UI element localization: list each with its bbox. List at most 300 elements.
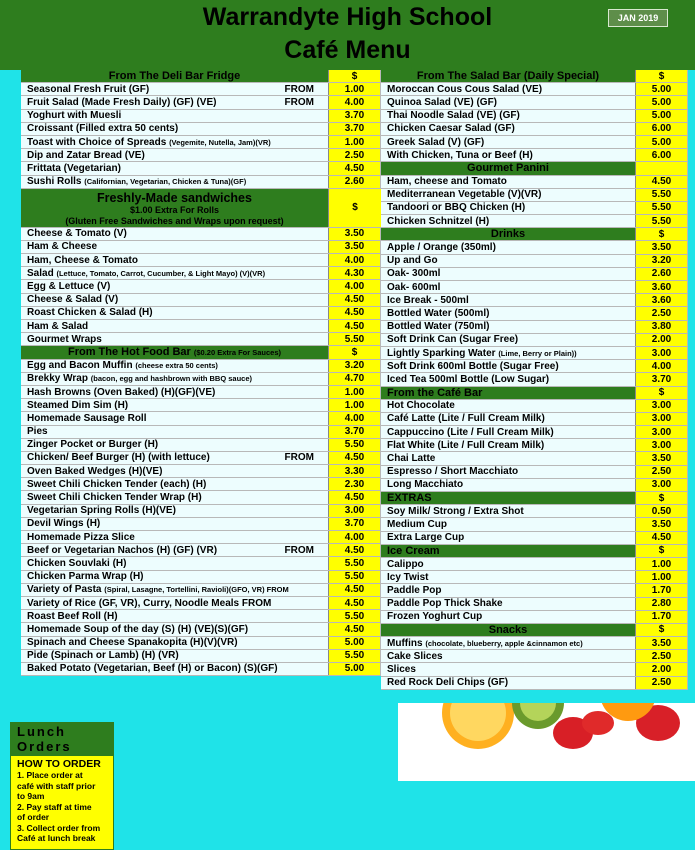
menu-item-label: Frozen Yoghurt Cup <box>387 611 483 623</box>
menu-item-label: Soft Drink Can (Sugar Free) <box>387 334 519 346</box>
menu-item <box>381 307 688 320</box>
menu-item-name <box>381 585 635 596</box>
section-header-text: Ice Cream <box>387 544 440 557</box>
menu-item-label: Frittata (Vegetarian) <box>27 162 121 174</box>
menu-item-label: Tandoori or BBQ Chicken (H) <box>387 202 526 214</box>
menu-item-price: 4.00 <box>328 412 380 424</box>
menu-item-price: 4.50 <box>635 176 687 188</box>
menu-item-label: Bottled Water (500ml) <box>387 307 490 319</box>
menu-item-name <box>21 650 328 661</box>
menu-item <box>21 650 381 663</box>
menu-item-price: 1.00 <box>328 83 380 95</box>
menu-item-label: Flat White (Lite / Full Cream Milk) <box>387 439 545 451</box>
menu-item <box>381 241 688 254</box>
sandwich-gf-note: (Gluten Free Sandwiches and Wraps upon request) <box>65 215 284 226</box>
menu-item-label: Café Latte (Lite / Full Cream Milk) <box>387 413 545 425</box>
menu-item <box>381 611 688 624</box>
menu-item <box>381 189 688 202</box>
how-to-order: HOW TO ORDER <box>17 758 101 770</box>
menu-item-name <box>21 241 328 252</box>
menu-item <box>381 650 688 663</box>
menu-item <box>381 677 688 690</box>
order-steps <box>11 770 113 844</box>
menu-item-label: Cheese & Salad (V) <box>27 294 119 306</box>
menu-item-price: 4.00 <box>328 280 380 292</box>
lunch-orders-title-line2: Orders <box>17 739 72 754</box>
menu-item-name <box>381 150 635 161</box>
menu-item <box>381 663 688 676</box>
menu-item-label: Oak- 300ml <box>387 268 441 280</box>
fruit-illustration <box>398 703 695 781</box>
menu-item-label: Cheese & Tomato (V) <box>27 228 127 240</box>
menu-item-price: 3.60 <box>635 294 687 306</box>
menu-item-name <box>381 479 635 490</box>
section-header-title <box>381 492 635 504</box>
menu-item-price: 4.30 <box>328 267 380 279</box>
section-header <box>381 228 688 241</box>
menu-item-price: 4.50 <box>328 491 380 503</box>
menu-item-from: FROM <box>284 544 314 556</box>
menu-item-label: Up and Go <box>387 255 438 267</box>
menu-item-name <box>21 176 328 187</box>
menu-item-name <box>381 321 635 332</box>
menu-item <box>21 360 381 373</box>
order-step: Café at lunch break <box>17 833 96 843</box>
menu-item-from: FROM <box>284 452 314 464</box>
menu-item-note: (Spiral, Lasagne, Tortellini, Ravioli)(GFO, VR) FROM <box>104 585 289 595</box>
menu-item <box>21 386 381 399</box>
section-header-price: $ <box>635 387 687 399</box>
menu-item-label: Paddle Pop Thick Shake <box>387 598 503 610</box>
menu-item <box>21 123 381 136</box>
lunch-orders-title-line1: Lunch <box>17 724 66 739</box>
menu-item-price: 3.20 <box>328 360 380 372</box>
menu-item-name <box>21 584 328 595</box>
menu-item-name <box>381 506 635 517</box>
menu-item-price: 3.50 <box>635 241 687 253</box>
menu-item-label: Fruit Salad (Made Fresh Daily) (GF) (VE) <box>27 96 217 108</box>
menu-item-name <box>381 282 635 293</box>
menu-item-price: 4.00 <box>328 531 380 543</box>
menu-item-name <box>21 400 328 411</box>
menu-item-price: 6.00 <box>635 123 687 135</box>
menu-item-name <box>21 307 328 318</box>
menu-item-price: 2.50 <box>635 677 687 689</box>
menu-item-name <box>21 387 328 398</box>
menu-item-price: 1.00 <box>328 386 380 398</box>
menu-item-label: Long Macchiato <box>387 479 464 491</box>
menu-item-name <box>21 611 328 622</box>
menu-item-label: Ham, Cheese & Tomato <box>27 254 138 266</box>
menu-item-price: 2.60 <box>328 176 380 188</box>
menu-item-price: 3.70 <box>328 123 380 135</box>
menu-item-name <box>21 334 328 345</box>
menu-item-label: Baked Potato (Vegetarian, Beef (H) or Bacon) (S)(GF) <box>27 663 278 675</box>
section-header-text: From The Hot Food Bar <box>67 346 191 359</box>
menu-item <box>381 518 688 531</box>
menu-item-label: Cake Slices <box>387 650 443 662</box>
menu-item <box>21 162 381 175</box>
section-header <box>381 545 688 558</box>
menu-item <box>381 598 688 611</box>
menu-item-name <box>381 466 635 477</box>
date-badge: JAN 2019 <box>608 9 668 27</box>
menu-item <box>381 334 688 347</box>
menu-item-label: Chicken Schnitzel (H) <box>387 215 490 227</box>
menu-item <box>21 557 381 570</box>
menu-item-name <box>21 637 328 648</box>
menu-item-price: 2.60 <box>635 268 687 280</box>
menu-item <box>21 637 381 650</box>
menu-item-price: 4.50 <box>328 307 380 319</box>
menu-item-price: 1.70 <box>635 611 687 623</box>
menu-item <box>381 637 688 650</box>
menu-item-name <box>21 360 328 371</box>
menu-item-name <box>381 189 635 200</box>
order-step: of order <box>17 812 50 822</box>
menu-item-name <box>21 518 328 529</box>
menu-item-label: Icy Twist <box>387 571 429 583</box>
menu-item-price: 3.00 <box>635 479 687 491</box>
menu-item <box>21 307 381 320</box>
menu-item-name <box>381 374 635 385</box>
section-header-price: $ <box>635 228 687 240</box>
menu-item-name <box>381 242 635 253</box>
menu-item-label: Red Rock Deli Chips (GF) <box>387 677 509 689</box>
menu-item-name <box>381 572 635 583</box>
menu-item-label: Hot Chocolate <box>387 400 455 412</box>
menu-item <box>381 123 688 136</box>
menu-item-price: 3.00 <box>635 347 687 359</box>
menu-item-price: 4.00 <box>328 96 380 108</box>
sandwich-title: Freshly-Made sandwiches <box>97 190 252 205</box>
menu-item <box>381 532 688 545</box>
menu-item-name <box>381 308 635 319</box>
menu-item-price: 2.00 <box>635 334 687 346</box>
menu-item-label: Variety of Rice (GF, VR), Curry, Noodle Meals FROM <box>27 597 272 609</box>
menu-item-price: 3.60 <box>635 281 687 293</box>
menu-item-label: Moroccan Cous Cous Salad (VE) <box>387 83 543 95</box>
section-header-title <box>381 387 635 399</box>
menu-item-label: Egg and Bacon Muffin <box>27 360 133 372</box>
menu-item <box>381 360 688 373</box>
menu-item-label: Chai Latte <box>387 453 436 465</box>
menu-item-name <box>381 664 635 675</box>
menu-item-label: Lightly Sparking Water <box>387 347 496 359</box>
menu-item-label: Salad <box>27 267 54 279</box>
menu-item-name <box>21 571 328 582</box>
menu-item-label: Slices <box>387 664 416 676</box>
menu-item-price: 4.50 <box>328 584 380 596</box>
menu-item-price: 3.50 <box>635 518 687 530</box>
menu-item <box>381 413 688 426</box>
menu-item-label: Croissant (Filled extra 50 cents) <box>27 123 179 135</box>
menu-item-label: Toast with Choice of Spreads <box>27 136 167 148</box>
menu-item-from: FROM <box>284 83 314 95</box>
menu-item <box>381 255 688 268</box>
menu-item-price: 3.70 <box>328 518 380 530</box>
menu-item <box>381 281 688 294</box>
menu-item-name <box>381 440 635 451</box>
menu-item <box>381 149 688 162</box>
menu-item <box>21 597 381 610</box>
section-header-title <box>21 346 328 358</box>
menu-item-label: Sushi Rolls <box>27 176 82 188</box>
menu-item-name <box>381 532 635 543</box>
menu-item-label: Muffins <box>387 637 423 649</box>
menu-item-name <box>21 545 328 556</box>
section-header-text: Snacks <box>488 623 528 636</box>
section-header <box>381 387 688 400</box>
menu-item-name <box>21 97 328 108</box>
menu-item-label: Gourmet Wraps <box>27 333 102 345</box>
order-step: 2. Pay staff at time <box>17 801 92 812</box>
menu-item <box>381 571 688 584</box>
menu-item-price: 3.00 <box>635 400 687 412</box>
section-header <box>21 70 381 83</box>
menu-item-label: Greek Salad (V) (GF) <box>387 136 485 148</box>
menu-item-name <box>21 110 328 121</box>
menu-item-name <box>381 123 635 134</box>
menu-item-price: 3.00 <box>635 426 687 438</box>
menu-item-price: 2.30 <box>328 478 380 490</box>
order-step: 1. Place order at <box>17 770 83 780</box>
menu-item <box>381 400 688 413</box>
menu-item-label: Ham & Salad <box>27 320 89 332</box>
menu-item-name <box>21 321 328 332</box>
menu-item-price: 4.50 <box>328 623 380 635</box>
menu-item-name <box>21 123 328 134</box>
menu-item-name <box>381 611 635 622</box>
menu-item-price: 4.00 <box>328 254 380 266</box>
menu-item-label: Roast Chicken & Salad (H) <box>27 307 153 319</box>
menu-item-price: 5.50 <box>328 610 380 622</box>
menu-item-label: Egg & Lettuce (V) <box>27 281 111 293</box>
menu-item <box>381 558 688 571</box>
menu-item-name <box>381 348 635 359</box>
menu-item <box>21 584 381 597</box>
menu-item-price: 3.50 <box>635 637 687 649</box>
menu-item-label: Thai Noodle Salad (VE) (GF) <box>387 110 520 122</box>
menu-item-label: Chicken/ Beef Burger (H) (with lettuce) <box>27 452 210 464</box>
section-header-title <box>381 624 635 636</box>
menu-item-note: (Lettuce, Tomato, Carrot, Cucumber, & Light Mayo) (V)(VR) <box>56 268 266 278</box>
menu-item <box>381 294 688 307</box>
menu-item-price: 2.80 <box>635 598 687 610</box>
section-header-title <box>21 70 328 82</box>
menu-item-price: 2.50 <box>635 307 687 319</box>
menu-item-price: 5.50 <box>635 189 687 201</box>
menu-item <box>21 491 381 504</box>
menu-item-label: Quinoa Salad (VE) (GF) <box>387 96 498 108</box>
section-header-price: $ <box>328 70 380 82</box>
menu-item <box>21 663 381 676</box>
menu-item <box>21 426 381 439</box>
menu-item-label: Oven Baked Wedges (H)(VE) <box>27 465 163 477</box>
menu-item-label: Devil Wings (H) <box>27 518 101 530</box>
section-header-price: $ <box>635 545 687 557</box>
left-menu-column <box>21 70 381 676</box>
section-header-text: From The Salad Bar (Daily Special) <box>416 70 600 83</box>
menu-item-name <box>381 97 635 108</box>
menu-item-price: 6.00 <box>635 149 687 161</box>
menu-item <box>21 241 381 254</box>
order-step: café with staff prior <box>17 780 96 791</box>
menu-item-from: FROM <box>284 96 314 108</box>
section-header <box>381 70 688 83</box>
menu-item-name <box>21 163 328 174</box>
menu-item-price: 2.50 <box>635 466 687 478</box>
menu-item-label: Yoghurt with Muesli <box>27 110 122 122</box>
menu-item-price: 5.00 <box>635 83 687 95</box>
menu-item <box>381 176 688 189</box>
menu-item-name <box>381 255 635 266</box>
menu-item-price: 4.50 <box>328 294 380 306</box>
menu-item-name <box>21 137 328 148</box>
menu-item-note: (Californian, Vegetarian, Chicken & Tuna)(GF) <box>84 177 247 187</box>
menu-item-label: Chicken Caesar Salad (GF) <box>387 123 515 135</box>
menu-item-price: 2.50 <box>328 149 380 161</box>
menu-item <box>21 478 381 491</box>
menu-item-name <box>381 268 635 279</box>
menu-item-name <box>381 651 635 662</box>
menu-item-price: 3.00 <box>635 439 687 451</box>
menu-item-label: Spinach and Cheese Spanakopita (H)(V)(VR) <box>27 637 238 649</box>
menu-item-price: 4.50 <box>328 452 380 464</box>
section-header <box>21 346 381 359</box>
menu-item <box>381 373 688 386</box>
menu-item <box>21 412 381 425</box>
section-header <box>381 492 688 505</box>
menu-item-name <box>21 466 328 477</box>
sandwich-header <box>21 189 381 228</box>
lunch-orders-title <box>11 723 113 756</box>
section-header-text: From the Café Bar <box>387 386 483 399</box>
menu-item-name <box>21 505 328 516</box>
menu-item-label: Espresso / Short Macchiato <box>387 466 519 478</box>
menu-item-label: Ice Break - 500ml <box>387 294 469 306</box>
menu-item-price: 4.50 <box>328 597 380 609</box>
menu-item-price: 3.50 <box>328 241 380 253</box>
menu-item-price: 0.50 <box>635 505 687 517</box>
menu-item-name <box>21 558 328 569</box>
menu-item-name <box>21 624 328 635</box>
menu-item-price: 4.50 <box>328 320 380 332</box>
menu-item-label: Chicken Souvlaki (H) <box>27 557 127 569</box>
menu-item <box>21 228 381 241</box>
menu-item-note: (Vegemite, Nutella, Jam)(VR) <box>169 137 271 147</box>
menu-item <box>21 294 381 307</box>
menu-item-price: 4.50 <box>328 544 380 556</box>
order-step: to 9am <box>17 791 45 801</box>
menu-item-label: Sweet Chili Chicken Tender Wrap (H) <box>27 492 202 504</box>
menu-item <box>381 439 688 452</box>
menu-item <box>21 280 381 293</box>
menu-item <box>21 176 381 189</box>
menu-item-label: Soft Drink 600ml Bottle (Sugar Free) <box>387 360 559 372</box>
menu-item-price: 1.00 <box>635 571 687 583</box>
menu-item <box>381 96 688 109</box>
fruit-image <box>398 703 695 781</box>
menu-item-price: 3.50 <box>328 228 380 240</box>
menu-item-price: 3.30 <box>328 465 380 477</box>
menu-item-price: 2.00 <box>635 663 687 675</box>
menu-item-price: 1.00 <box>328 136 380 148</box>
menu-item <box>21 320 381 333</box>
menu-item <box>381 505 688 518</box>
menu-item-label: Hash Browns (Oven Baked) (H)(GF)(VE) <box>27 386 216 398</box>
menu-item-name <box>381 519 635 530</box>
menu-item <box>21 518 381 531</box>
menu-item-name <box>21 281 328 292</box>
menu-item-label: Chicken Parma Wrap (H) <box>27 571 144 583</box>
lunch-orders-box <box>10 722 114 850</box>
menu-item <box>21 333 381 346</box>
menu-item-price: 5.50 <box>635 202 687 214</box>
menu-item-label: Steamed Dim Sim (H) <box>27 399 129 411</box>
menu-item-price: 5.00 <box>635 136 687 148</box>
menu-item-name <box>21 294 328 305</box>
menu-item <box>381 215 688 228</box>
menu-item-label: Apple / Orange (350ml) <box>387 242 496 254</box>
menu-item-name <box>21 84 328 95</box>
menu-item-price: 5.50 <box>328 571 380 583</box>
menu-item-price: 4.50 <box>328 162 380 174</box>
menu-item-price: 3.70 <box>635 373 687 385</box>
menu-item-label: Calippo <box>387 558 424 570</box>
menu-item-name <box>381 295 635 306</box>
sandwich-header-price: $ <box>328 189 381 227</box>
section-header-title <box>381 545 635 557</box>
menu-item-price: 3.70 <box>328 426 380 438</box>
menu-item-label: Mediterranean Vegetable (V)(VR) <box>387 189 542 201</box>
menu-item-label: Extra Large Cup <box>387 532 465 544</box>
section-header-price <box>635 162 687 174</box>
menu-item-price: 1.70 <box>635 584 687 596</box>
menu-item-price: 4.00 <box>635 360 687 372</box>
menu-item-name <box>21 255 328 266</box>
section-header <box>381 162 688 175</box>
menu-item-price: 3.00 <box>635 413 687 425</box>
section-header-text: From The Deli Bar Fridge <box>108 70 241 83</box>
menu-item-label: Sweet Chili Chicken Tender (each) (H) <box>27 478 207 490</box>
menu-item-name <box>381 453 635 464</box>
section-header-title <box>381 70 635 82</box>
menu-item-name <box>381 361 635 372</box>
menu-item-price: 5.00 <box>328 637 380 649</box>
menu-item <box>21 571 381 584</box>
menu-item-label: Medium Cup <box>387 518 447 530</box>
menu-item-price: 5.50 <box>328 439 380 451</box>
menu-item-label: Pide (Spinach or Lamb) (H) (VR) <box>27 650 179 662</box>
sandwich-header-title <box>21 189 328 227</box>
menu-item <box>21 623 381 636</box>
section-header-price: $ <box>635 70 687 82</box>
menu-item <box>21 610 381 623</box>
menu-item-price: 1.00 <box>328 399 380 411</box>
school-name: Warrandyte High School <box>202 3 493 31</box>
menu-item-label: Homemade Sausage Roll <box>27 412 147 424</box>
menu-item-name <box>21 452 328 463</box>
menu-item-label: Seasonal Fresh Fruit (GF) <box>27 83 150 95</box>
section-header-title <box>381 228 635 240</box>
menu-item-name <box>381 427 635 438</box>
menu-item <box>21 149 381 162</box>
menu-item-name <box>381 110 635 121</box>
menu-item <box>381 83 688 96</box>
menu-item <box>21 110 381 123</box>
menu-item-label: Vegetarian Spring Rolls (H)(VE) <box>27 505 176 517</box>
